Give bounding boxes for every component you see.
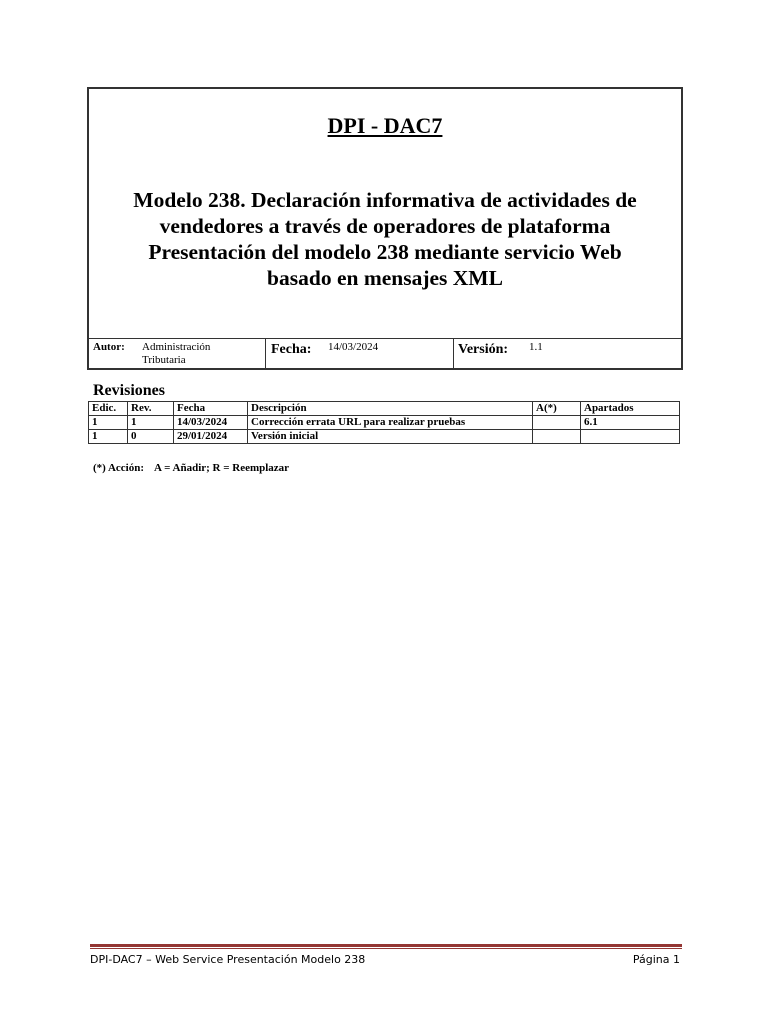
table-cell: [581, 430, 680, 444]
author-line: Administración: [142, 341, 211, 353]
table-cell: 14/03/2024: [174, 416, 248, 430]
table-cell: 1: [128, 416, 174, 430]
table-cell: [533, 430, 581, 444]
column-header: Edic.: [89, 402, 128, 416]
title-line: vendedores a través de operadores de plataforma: [159, 214, 611, 238]
version-value: 1.1: [529, 341, 543, 353]
document-metadata: [89, 338, 681, 368]
version-cell: [453, 338, 682, 368]
footer-rule-thin: [90, 948, 682, 949]
table-cell: 29/01/2024: [174, 430, 248, 444]
table-header-row: [89, 402, 680, 416]
document-code: DPI - DAC7: [327, 113, 443, 138]
title-line: basado en mensajes XML: [267, 266, 503, 290]
document-title: [99, 187, 671, 291]
date-label: Fecha:: [271, 342, 312, 357]
column-header: Descripción: [248, 402, 533, 416]
cover-box: [87, 87, 683, 370]
title-line: Modelo 238. Declaración informativa de actividades de: [133, 188, 637, 212]
column-header: A(*): [533, 402, 581, 416]
table-cell: 1: [89, 430, 128, 444]
table-cell: [533, 416, 581, 430]
table-row: [89, 416, 680, 430]
column-header: Fecha: [174, 402, 248, 416]
action-legend-text: A = Añadir; R = Reemplazar: [154, 462, 290, 474]
revisions-heading: Revisiones: [93, 382, 165, 399]
action-legend-label: (*) Acción:: [93, 462, 145, 474]
column-header: Rev.: [128, 402, 174, 416]
table-cell: Versión inicial: [248, 430, 533, 444]
page-number: Página 1: [632, 953, 680, 966]
table-cell: Corrección errata URL para realizar pruebas: [248, 416, 533, 430]
cover-title-area: [89, 89, 681, 339]
footer-rule: [90, 944, 682, 947]
table-cell: 0: [128, 430, 174, 444]
date-cell: [265, 338, 454, 368]
column-header: Apartados: [581, 402, 680, 416]
title-line: Presentación del modelo 238 mediante servicio Web: [148, 240, 622, 264]
footer-title: DPI-DAC7 – Web Service Presentación Modelo 238: [90, 953, 366, 966]
table-cell: 1: [89, 416, 128, 430]
date-value: 14/03/2024: [328, 341, 379, 353]
action-legend: [93, 462, 289, 474]
author-line: Tributaria: [142, 354, 186, 366]
table-row: [89, 430, 680, 444]
revisions-table: [88, 401, 680, 444]
author-value: [142, 341, 210, 367]
author-label: Autor:: [93, 341, 125, 353]
author-cell: [89, 338, 265, 368]
table-cell: 6.1: [581, 416, 680, 430]
version-label: Versión:: [458, 342, 509, 357]
